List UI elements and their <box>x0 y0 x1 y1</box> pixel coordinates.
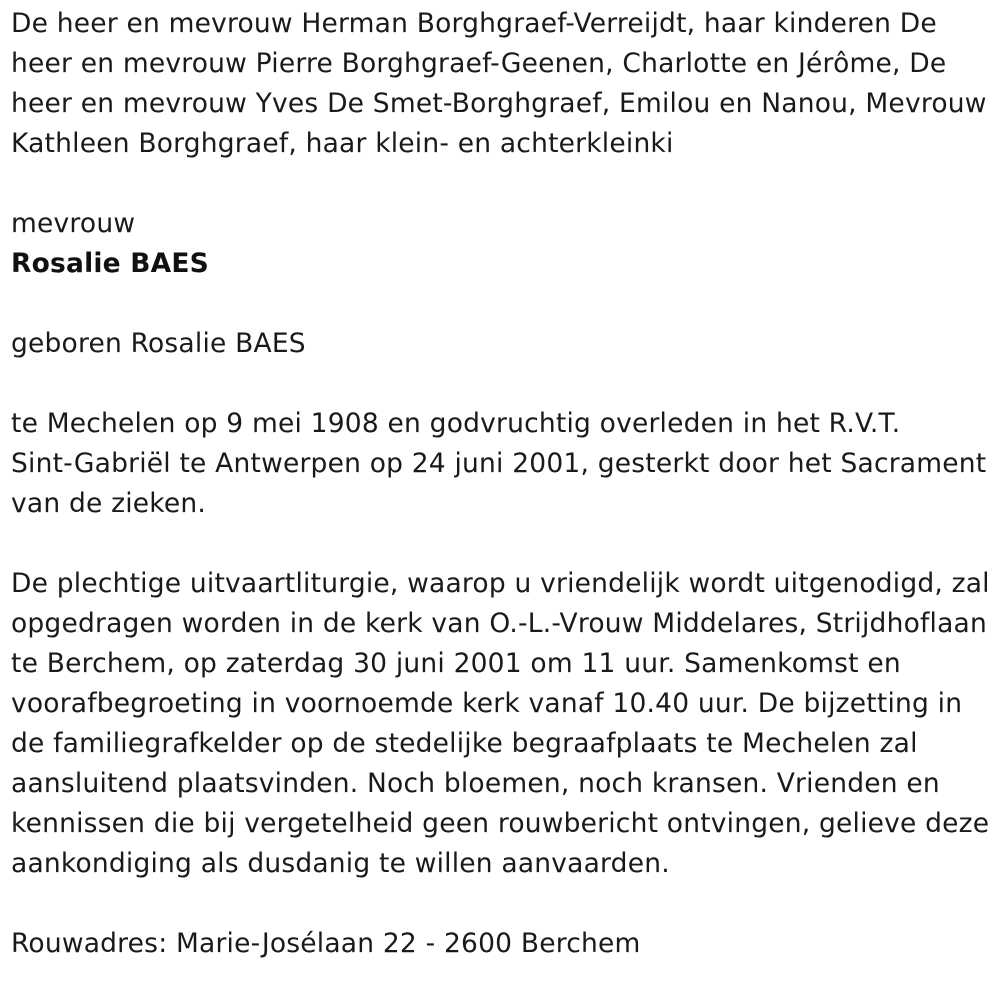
funeral-line: aansluitend plaatsvinden. Noch bloemen, noch kransen. Vrienden en <box>11 768 940 799</box>
salutation <box>11 204 988 244</box>
family-line: Kathleen Borghgraef, haar klein- en achterkleinki <box>11 128 674 159</box>
funeral-line: opgedragen worden in de kerk van O.-L.-Vrouw Middelares, Strijdhoflaan <box>11 608 987 639</box>
deceased-name: Rosalie BAES <box>11 248 209 279</box>
family-line: heer en mevrouw Yves De Smet-Borghgraef, Emilou en Nanou, Mevrouw <box>11 88 987 119</box>
funeral-line: voorafbegroeting in voornoemde kerk vanaf 10.40 uur. De bijzetting in <box>11 688 963 719</box>
family-announcement <box>11 4 988 164</box>
mourning-address <box>11 924 988 964</box>
birth-death-info <box>11 404 988 524</box>
birth-death-line: van de zieken. <box>11 488 206 519</box>
funeral-line: De plechtige uitvaartliturgie, waarop u vriendelijk wordt uitgenodigd, zal <box>11 568 990 599</box>
mourning-address-text: Rouwadres: Marie-Josélaan 22 - 2600 Berchem <box>11 928 641 959</box>
born-as-text: geboren Rosalie BAES <box>11 328 306 359</box>
deceased-name-block <box>11 244 988 284</box>
birth-death-line: Sint-Gabriël te Antwerpen op 24 juni 2001, gesterkt door het Sacrament <box>11 448 987 479</box>
funeral-info <box>11 564 988 884</box>
funeral-line: te Berchem, op zaterdag 30 juni 2001 om 11 uur. Samenkomst en <box>11 648 901 679</box>
born-as <box>11 324 988 364</box>
family-line: De heer en mevrouw Herman Borghgraef-Verreijdt, haar kinderen De <box>11 8 937 39</box>
funeral-line: kennissen die bij vergetelheid geen rouwbericht ontvingen, gelieve deze <box>11 808 990 839</box>
funeral-line: aankondiging als dusdanig te willen aanvaarden. <box>11 848 670 879</box>
funeral-line: de familiegrafkelder op de stedelijke begraafplaats te Mechelen zal <box>11 728 918 759</box>
salutation-text: mevrouw <box>11 208 136 239</box>
family-line: heer en mevrouw Pierre Borghgraef-Geenen, Charlotte en Jérôme, De <box>11 48 947 79</box>
birth-death-line: te Mechelen op 9 mei 1908 en godvruchtig overleden in het R.V.T. <box>11 408 901 439</box>
